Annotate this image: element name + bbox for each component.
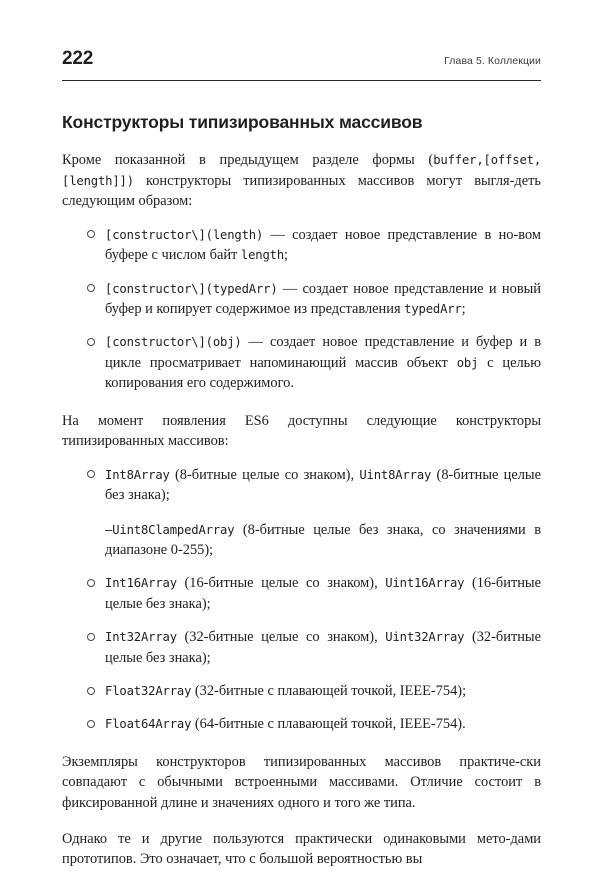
chapter-title: Глава 5. Коллекции [444,55,541,67]
list-item-text-1: (8-битные целые со знаком), [169,466,360,483]
list-item-code-tail: typedArr [404,302,462,316]
list-subitem-text: (8-битные целые без знака, со значениями в диапазоне 0-255); [105,521,541,559]
list-item-code-tail: length [240,248,285,263]
list-item-text-1: (32-битные с плавающей точкой, IEEE-754); [191,683,467,700]
intro-text-a: Кроме показанной в предыдущем разделе формы ( [62,152,434,168]
outro-paragraph-2: Однако те и другие пользуются практически одинаковыми мето-дами прототипов. Это означает, что с большой вероятностью вы [62,830,541,868]
bullet-circle-icon [87,720,95,728]
list-item [62,627,541,668]
section-heading: Конструкторы типизированных массивов [62,112,423,132]
outro-paragraph-1: Экземпляры конструкторов типизированных массивов практиче-ски совпадают с обычными встроенными массивами. Отличие состоит в фиксированной длине и значениях одного и того же типа. [62,753,541,812]
header-divider [62,80,541,81]
list-item [62,279,541,320]
list-item-code-1: Float64Array [105,717,192,732]
running-head [62,48,541,74]
bullet-circle-icon [87,687,95,695]
list-item-tail: с целью копирования его содержимого. [105,354,541,392]
intro-paragraph [62,150,541,212]
typed-array-constructors-list [62,465,541,735]
list-item-code-1: Int32Array [105,630,177,645]
es6-intro-paragraph: На момент появления ES6 доступны следующие конструкторы типизированных массивов: [62,412,541,450]
list-item-code-tail: obj [456,355,479,370]
list-item [62,714,541,734]
page-number: 222 [62,48,94,69]
intro-code-2: [length]]) [62,173,134,188]
list-item [62,225,541,266]
list-item-code: [constructor\](obj) [105,335,242,350]
list-item-text-1: (64-битные с плавающей точкой, IEEE-754). [191,716,466,733]
list-subitem [62,520,541,561]
list-item [62,465,541,506]
list-item-code: [constructor\](length) [105,227,264,242]
list-item-text-1: (16-битные целые со знаком), [176,575,386,592]
list-item [62,573,541,614]
list-item-text-2: (8-битные целые без знака); [105,466,541,504]
list-item-text: — создает новое представление в но-вом буфере с числом байт [105,226,541,264]
bullet-circle-icon [87,338,95,346]
list-item-text-2: (16-битные целые без знака); [105,575,541,612]
list-item-code-2: Uint8Array [359,467,432,482]
list-item-tail: ; [461,301,466,317]
list-item-text-2: (32-битные целые без знака); [105,629,541,666]
list-item [62,681,541,701]
list-item-code-2: Uint16Array [385,576,465,591]
list-item [62,332,541,393]
list-subitem-code: –Uint8ClampedArray [105,522,235,537]
list-item-code-1: Int8Array [105,467,170,482]
list-item-tail: ; [284,247,289,264]
bullet-circle-icon [87,633,95,641]
list-item-text: — создает новое представление и новый буфер и копирует содержимое из представления [105,280,541,317]
bullet-circle-icon [87,579,95,587]
page-content [62,48,541,870]
list-item-code-1: Int16Array [105,576,177,591]
bullet-circle-icon [87,284,95,292]
intro-text-b: конструкторы типизированных массивов могут выгля-деть следующим образом: [62,172,541,210]
list-item-text: — создает новое представление и буфер и в цикле просматривает напоминающий массив объект [105,334,541,371]
constructor-forms-list [62,225,541,394]
list-item-code: [constructor\](typedArr) [105,281,278,296]
intro-code-1: buffer,[offset, [433,153,541,167]
list-item-text-1: (32-битные целые со знаком), [176,629,386,646]
list-item-code-2: Uint32Array [385,630,465,645]
bullet-circle-icon [87,230,95,238]
bullet-circle-icon [87,470,95,478]
list-item-code-1: Float32Array [105,684,192,699]
